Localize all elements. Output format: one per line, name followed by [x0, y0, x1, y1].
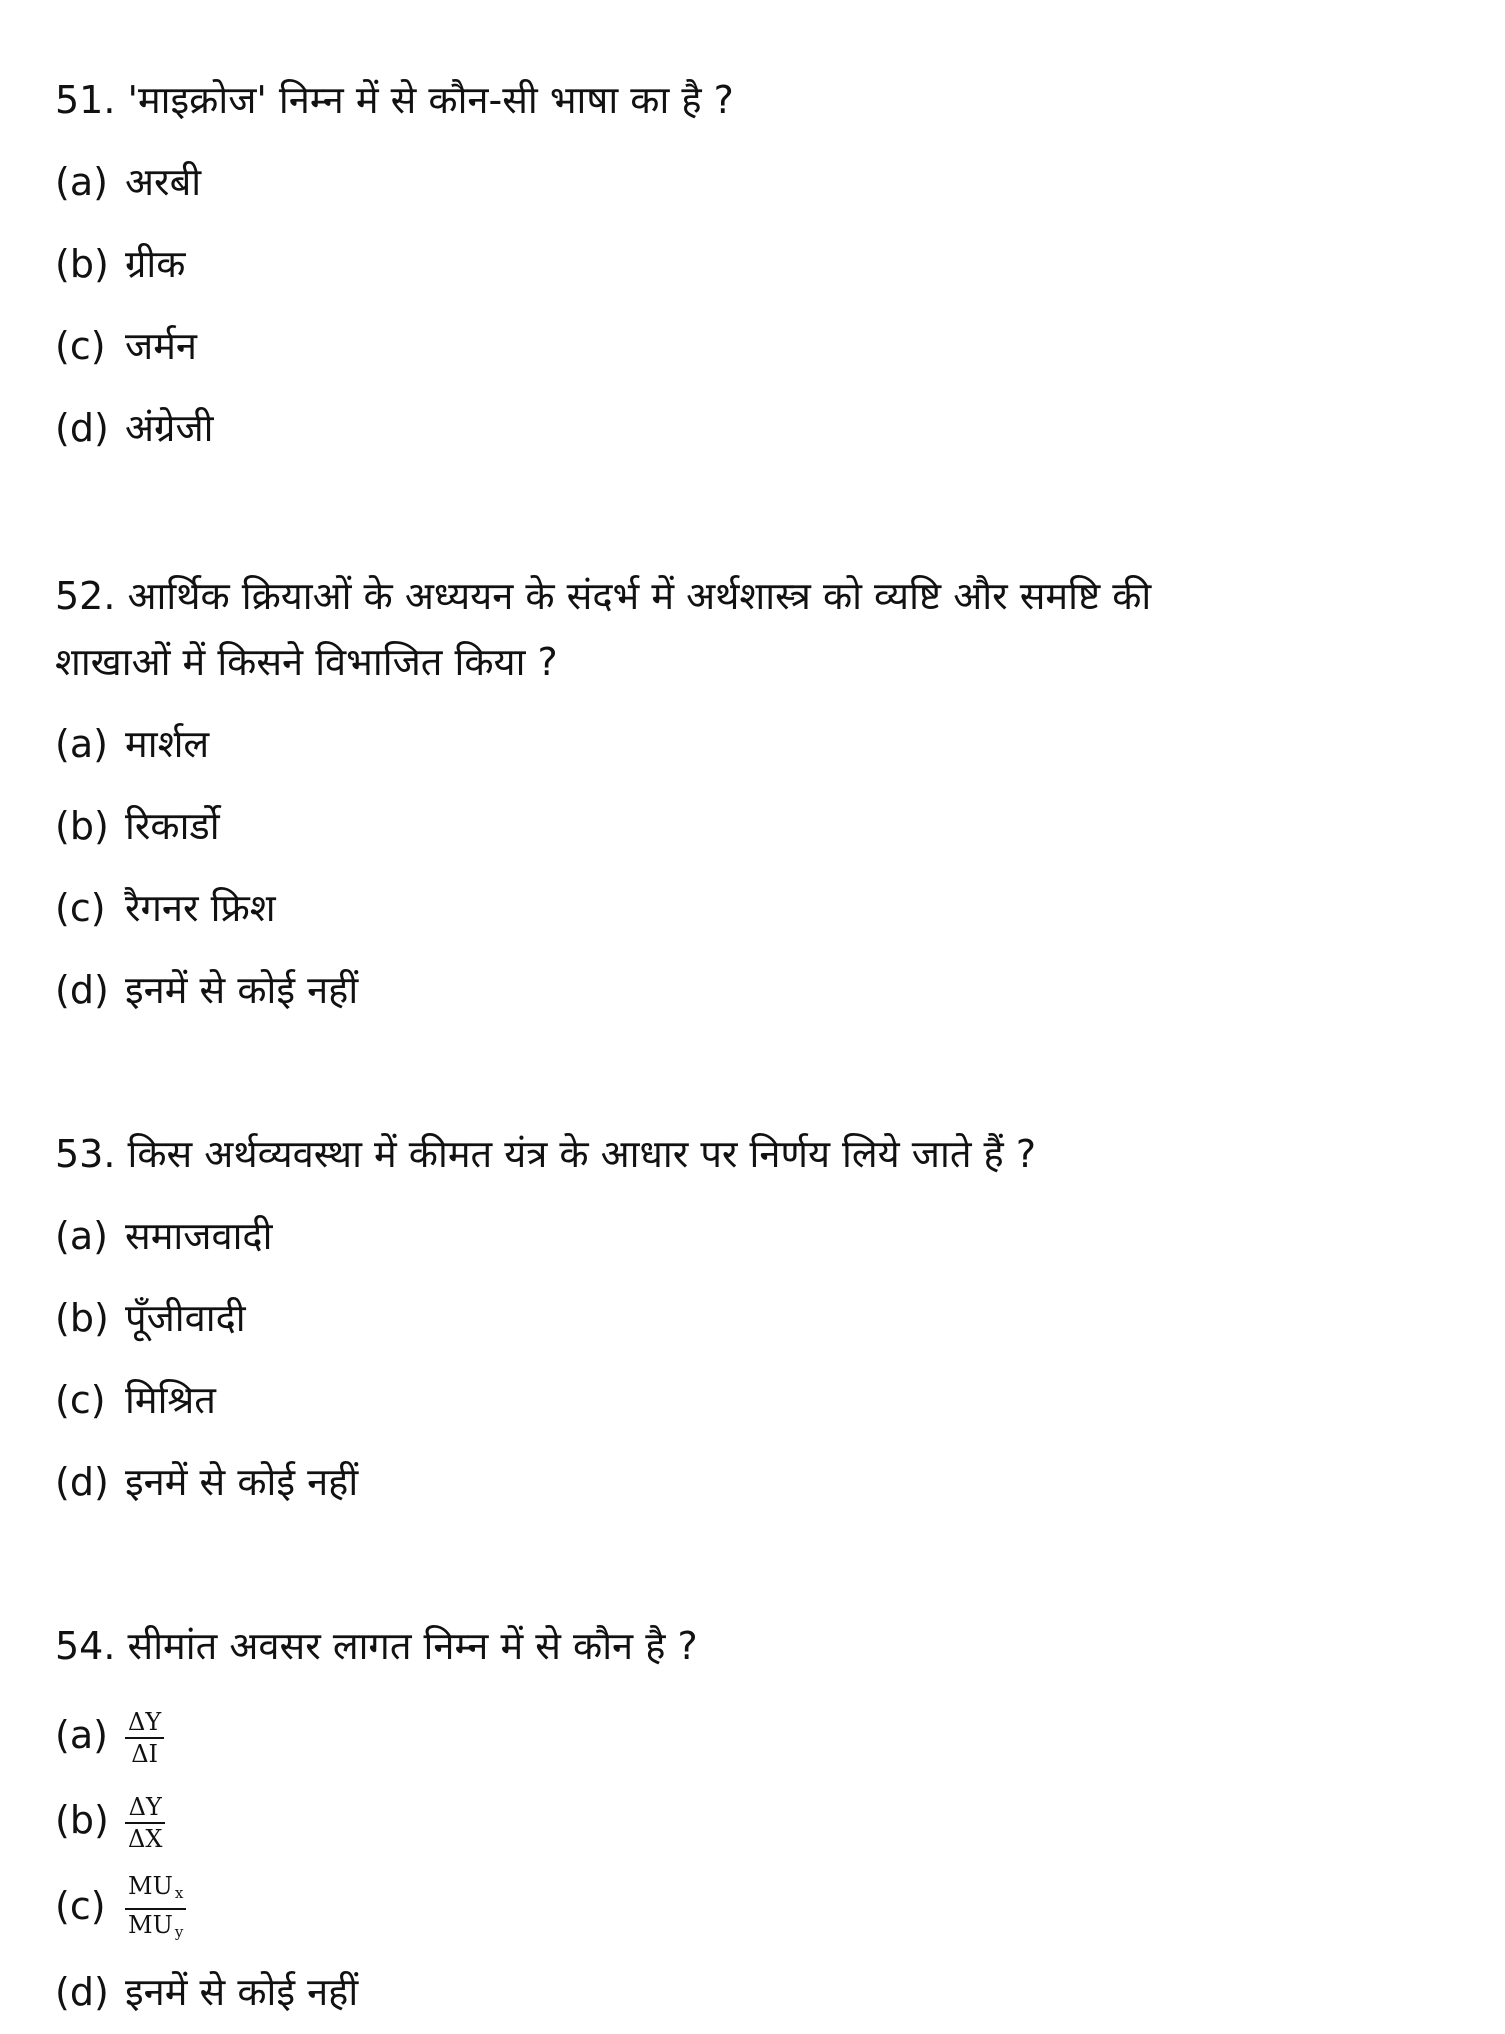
option-label: (a)	[55, 722, 108, 766]
numerator-subscript: x	[174, 1883, 184, 1902]
option-label: (a)	[55, 160, 108, 204]
denominator-base: MU	[128, 1910, 173, 1939]
option-label: (b)	[55, 1798, 109, 1842]
option-text: अंग्रेजी	[125, 406, 214, 450]
question-52-option-a	[55, 718, 209, 770]
question-53-text: 53. किस अर्थव्यवस्था में कीमत यंत्र के आधार पर निर्णय लिये जाते हैं ?	[55, 1132, 1036, 1176]
question-51-option-b	[55, 238, 185, 290]
fraction	[125, 1871, 186, 1947]
fraction-numerator	[125, 1871, 186, 1910]
option-label: (b)	[55, 1296, 109, 1340]
fraction	[125, 1707, 164, 1769]
option-label: (c)	[55, 1884, 106, 1928]
question-54-text: 54. सीमांत अवसर लागत निम्न में से कौन है ?	[55, 1624, 698, 1668]
option-label: (d)	[55, 968, 109, 1012]
question-52-text-line-1: 52. आर्थिक क्रियाओं के अध्ययन के संदर्भ में अर्थशास्त्र को व्यष्टि और समष्टि की	[55, 574, 1152, 618]
option-label: (b)	[55, 804, 109, 848]
option-label: (d)	[55, 1970, 109, 2014]
question-52-option-c	[55, 882, 276, 934]
option-text: मिश्रित	[125, 1378, 216, 1422]
question-52-option-d	[55, 964, 358, 1016]
option-label: (b)	[55, 242, 109, 286]
question-51-option-c	[55, 320, 197, 372]
question-54-option-c	[55, 1866, 186, 1946]
option-label: (c)	[55, 886, 106, 930]
fraction-denominator: ΔI	[131, 1739, 158, 1768]
option-text: रैगनर फ्रिश	[125, 886, 276, 930]
fraction-denominator	[125, 1910, 186, 1947]
question-54-option-d	[55, 1966, 358, 2018]
option-text: समाजवादी	[125, 1214, 273, 1258]
fraction	[125, 1792, 165, 1854]
option-text: जर्मन	[125, 324, 198, 368]
question-54-option-a	[55, 1695, 164, 1775]
numerator-base: MU	[128, 1871, 173, 1900]
option-label: (a)	[55, 1713, 108, 1757]
fraction-numerator: ΔY	[125, 1792, 165, 1824]
question-53-option-d	[55, 1456, 358, 1508]
option-label: (d)	[55, 406, 109, 450]
question-53-option-a	[55, 1210, 272, 1262]
option-label: (d)	[55, 1460, 109, 1504]
fraction-denominator: ΔX	[128, 1824, 163, 1853]
question-54-option-b	[55, 1780, 165, 1860]
option-text: मार्शल	[125, 722, 210, 766]
question-52-text-line-2: शाखाओं में किसने विभाजित किया ?	[55, 640, 558, 684]
question-52-option-b	[55, 800, 220, 852]
question-51-option-a	[55, 156, 201, 208]
option-text: इनमें से कोई नहीं	[125, 968, 359, 1012]
option-label: (c)	[55, 1378, 106, 1422]
question-53-option-c	[55, 1374, 216, 1426]
fraction-numerator: ΔY	[125, 1707, 164, 1739]
option-label: (a)	[55, 1214, 108, 1258]
option-text: इनमें से कोई नहीं	[125, 1970, 359, 2014]
question-51-text: 51. 'माइक्रोज' निम्न में से कौन-सी भाषा का है ?	[55, 78, 734, 122]
option-text: ग्रीक	[125, 242, 186, 286]
option-text: इनमें से कोई नहीं	[125, 1460, 359, 1504]
denominator-subscript: y	[174, 1922, 184, 1941]
option-text: पूँजीवादी	[125, 1296, 246, 1340]
option-text: रिकार्डो	[125, 804, 220, 848]
question-53-option-b	[55, 1292, 246, 1344]
question-51-option-d	[55, 402, 214, 454]
option-text: अरबी	[125, 160, 202, 204]
option-label: (c)	[55, 324, 106, 368]
